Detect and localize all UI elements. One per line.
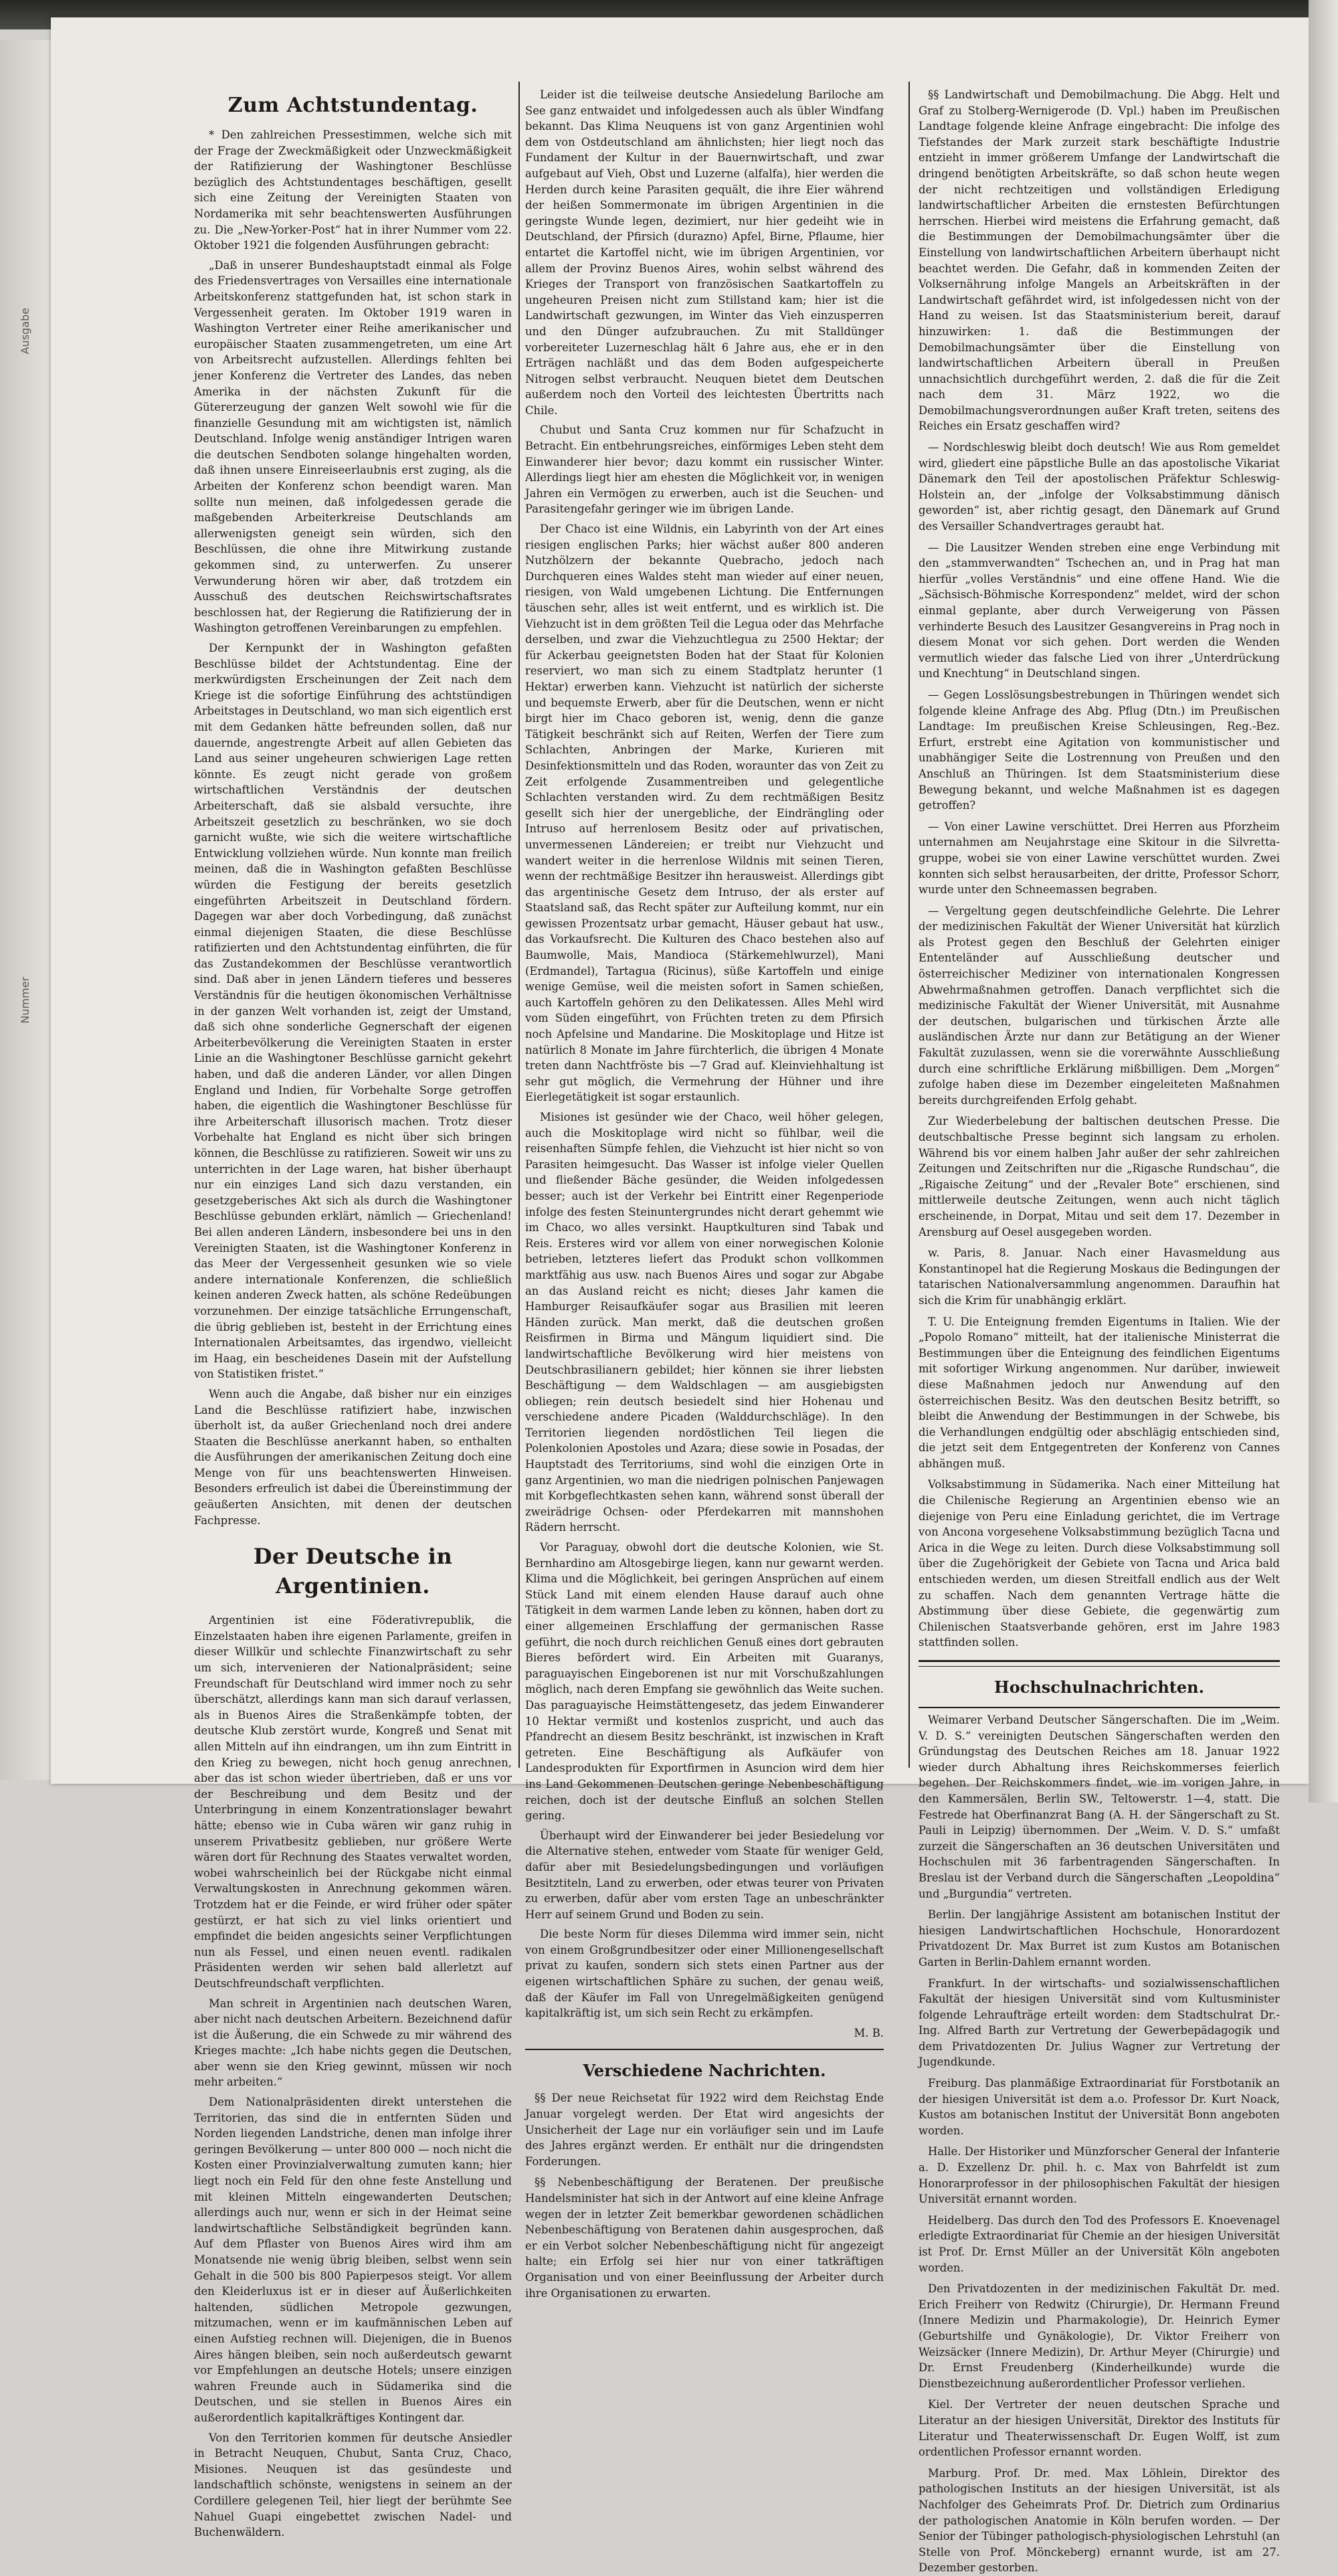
column-middle bbox=[525, 87, 884, 2300]
news-item: §§ Nebenbeschäftigung der Beratenen. Der preußische Handelsminister hat sich in der Antwort auf eine kleine Anfrage wegen der in letzter Zeit bemerkbar gewordenen schädlichen Nebenbeschäftigung von Beratenen dahin ausgesprochen, daß er ein Verbot solcher Nebenbeschäftigung nicht für angezeigt halte; ein Erfolg sei hier nur von einer tatkräftigen Organisation und von einer Beeinflussung der Arbeiter durch ihre Organisationen zu erwarten. bbox=[525, 2176, 884, 2300]
section-headline: Verschiedene Nachrichten. bbox=[583, 2061, 826, 2081]
article-paragraph: Misiones ist gesünder wie der Chaco, weil höher gelegen, auch die Moskitoplage wird nicht so fühlbar, weil die reisenhaften Sümpfe fehlen, die Viehzucht ist hier nicht so von Parasiten heimgesucht. Das Wasser ist infolge vieler Quellen und fließender Bäche gesünder, die Weiden infolgedessen besser; auch ist der Verkehr bei Eintritt einer Regenperiode infolge des festen Steinuntergrundes nicht derart gehemmt wie im Chaco, wo alles versinkt. Hauptkulturen sind Tabak und Reis. Ersteres wird vor allem von einer norwegischen Kolonie betrieben, letzteres liefert das Produkt schon vollkommen marktfähig aus usw. nach Buenos Aires und sogar zur Abgabe an das Ausland reicht es nicht; dieses Jahr kamen die Hamburger Reisaufkäufer sogar aus Brasilien mit leeren Händen zurück. Man merkt, daß die deutschen großen Reisfirmen in Birma und Mängum liquidiert sind. Die landwirtschaftliche Bevölkerung wird hier meistens von Deutschbrasilianern gebildet; hier können sie ihrer liebsten Beschäftigung — dem Waldschlagen — am ausgiebigsten obliegen; rein deutsch besiedelt sind hier Hohenau und verschiedene andere Picaden (Walddurchschläge). In den Territorien liegenden nordöstlichen Teil liegen die Polenkolonien Apostoles und Azara; diese sowie in Posadas, der Hauptstadt des Territoriums, sind wohl die einzigen Orte in ganz Argentinien, wo man die niedrigen polnischen Panjewagen mit Korbgeflechtkasten sehen kann, während sonst überall der zweirädrige Ochsen- oder Pferdekarren mit mannshohen Rädern herrscht. bbox=[525, 1111, 884, 1534]
news-item: Volksabstimmung in Südamerika. Nach einer Mitteilung hat die Chilenische Regierung an Argentinien ebenso wie an diejenige von Peru eine Einladung gerichtet, die im Vertrage von Ancona vorgesehene Volksabstimmung bezüglich Tacna und Arica in die Wege zu leiten. Durch diese Volksabstimmung soll über die Zugehörigkeit der Gebiete von Tacna und Arica bald entschieden werden, um diesen Streitfall endlich aus der Welt zu schaffen. Nach dem genannten Vertrage hätte die Abstimmung über diese Gebiete, die gegenwärtig zum Chilenischen Staatsverbande gehören, erst im Jahre 1983 stattfinden sollen. bbox=[919, 1478, 1280, 1649]
article-paragraph: Vor Paraguay, obwohl dort die deutsche Kolonien, wie St. Bernhardino am Altosgebirge liegen, kann nur gewarnt werden. Klima und die Möglichkeit, bei geringen Ansprüchen auf einem Stück Land mit einem elenden Hause darauf auch ohne Tätigkeit in dem warmen Lande leben zu können, haben dort zu einer allgemeinen Erschlaffung der germanischen Rasse geführt, die noch durch reichlichen Genuß eines dort gebrauten Bieres befördert wird. Ein Arbeiten mit Guaranys, paraguayischen Eingeborenen ist nur mit Vorschußzahlungen möglich, nach deren Empfang sie gewöhnlich das Weite suchen. Das paraguayische Heimstättengesetz, das jedem Einwanderer 10 Hektar vermißt und kostenlos zuspricht, und auch das Pfandrecht an diesem Besitz beschränkt, ist inzwischen in Kraft getreten. Eine Beschäftigung als Aufkäufer von Landesprodukten für Exportfirmen in Asuncion wird dem hier ins Land Gekommenen Deutschen geringe Nebenbeschäftigung reichen, doch ist der deutsche Einfluß an solchen Stellen gering. bbox=[525, 1541, 884, 1823]
news-item: Zur Wiederbelebung der baltischen deutschen Presse. Die deutschbaltische Presse beginnt sich langsam zu erholen. Während bis vor einem halben Jahr außer der sehr zahlreichen Zeitungen und Zeitschriften nur die „Rigasche Rundschau“, die „Rigaische Zeitung“ und der „Revaler Bote“ erschienen, sind mittlerweile deutsche Zeitungen, wenn auch nicht täglich erscheinende, in Dorpat, Mitau und seit dem 17. Dezember in Arensburg auf Oesel ausgegeben worden. bbox=[919, 1115, 1280, 1238]
author-signature: M. B. bbox=[854, 2026, 884, 2039]
section-headline: Hochschulnachrichten. bbox=[994, 1677, 1204, 1697]
column-right bbox=[919, 87, 1280, 2575]
article-paragraph: Dem Nationalpräsidenten direkt unterstehen die Territorien, das sind die in entfernten Süden und Norden liegenden Landstriche, denen man infolge ihrer geringen Bevölkerung — unter 800 000 — noch nicht die Kosten einer Provinzialverwaltung zumuten kann; hier liegt noch ein Feld für den ohne feste Anstellung und mit kleinen Mitteln eingewanderten Deutschen; allerdings auch nur, wenn er sich in der Heimat seine landwirtschaftliche Selbständigkeit begründen kann. Auf dem Pflaster von Buenos Aires wird ihm am Monatsende nie wenig übrig bleiben, selbst wenn sein Gehalt in die 500 bis 800 Papierpesos steigt. Vor allem den Kleiderluxus ist er in dieser auf Äußerlichkeiten haltenden, südlichen Metropole gezwungen, mitzumachen, wenn er im kaufmännischen Leben auf einen Aufstieg rechnen will. Diejenigen, die in Buenos Aires hängen bleiben, sein noch außerdeutsch gewarnt vor Empfehlungen an deutsche Hotels; unsere einzigen wahren Freunde auch in Südamerika sind die Deutschen, und sie stellen in Buenos Aires ein außerordentlich kapitalkräftiges Kontingent dar. bbox=[194, 2096, 512, 2424]
section-divider bbox=[919, 1707, 1280, 1708]
margin-label: Nummer bbox=[19, 977, 31, 1024]
news-item: — Vergeltung gegen deutschfeindliche Gelehrte. Die Lehrer der medizinischen Fakultät der Wiener Universität hat kürzlich als Protest gegen den Beschluß der Gelehrten einiger Ententeländer auf Ausschließung deutscher und österreichischer Mediziner von internationalen Kongressen Abwehrmaßnahmen getroffen. Danach verpflichtet sich die medizinische Fakultät der Wiener Universität, mit Ausnahme der deutschen, bulgarischen und türkischen Ärzte alle ausländischen Ärzte nur dann zur Betätigung an der Wiener Fakultät zuzulassen, wenn sie die vorerwähnte Ausschließung durch eine schriftliche Erklärung mißbilligen. Dem „Morgen“ zufolge haben diese im Dezember eingeleiteten Maßnahmen bereits durchgreifenden Erfolg gehabt. bbox=[919, 904, 1280, 1107]
news-item: — Gegen Losslösungsbestrebungen in Thüringen wendet sich folgende kleine Anfrage des Abg. Pflug (Dtn.) im Preußischen Landtage: Im preußischen Kreise Schleusingen, Reg.-Bez. Erfurt, erstrebt eine Agitation von kommunistischer und unabhängiger Seite die Lostrennung von Preußen und den Anschluß an Thüringen. Ist dem Staatsministerium diese Bewegung bekannt, und welche Maßnahmen ist es dagegen getroffen? bbox=[919, 688, 1280, 812]
column-rule bbox=[909, 82, 910, 1768]
article-paragraph: „Daß in unserer Bundeshauptstadt einmal als Folge des Friedensvertrages von Versailles eine internationale Arbeitskonferenz stattgefunden hat, ist schon stark in Vergessenheit geraten. Im Oktober 1919 waren in Washington Vertreter einer Reihe amerikanischer und europäischer Staaten zusammengetreten, um eine Art von Arbeitsrecht aufzustellen. Allerdings fehlten bei jener Konferenz die Vertreter des Landes, das neben Amerika in der nächsten Zukunft für die Gütererzeugung der ganzen Welt sowohl wie für die finanzielle Gesundung mit am wichtigsten ist, nämlich Deutschland. Infolge wenig anständiger Intrigen waren die deutschen Sendboten solange hingehalten worden, daß ihnen unsere Einreiseerlaubnis erst zuging, als die Arbeiten der Konferenz schon beendigt waren. Man sollte nun meinen, daß infolgedessen gerade die maßgebenden Arbeiterkreise Deutschlands am allerwenigsten geneigt sein würden, sich den Beschlüssen, die ohne ihre Mitwirkung zustande gekommen sind, zu unterwerfen. Zu unserer Verwunderung hören wir aber, daß trotzdem ein Ausschuß des deutschen Reichswirtschaftsrates beschlossen hat, der Regierung die Ratifizierung der in Washington getroffenen Vereinbarungen zu empfehlen. bbox=[194, 258, 512, 635]
news-item: w. Paris, 8. Januar. Nach einer Havasmeldung aus Konstantinopel hat die Regierung Moskaus die Bedingungen der tatarischen Nationalversammlung angenommen. Daraufhin hat sich die Krim für unabhängig erklärt. bbox=[919, 1247, 1280, 1307]
section-divider bbox=[919, 1660, 1280, 1667]
news-item: Kiel. Der Vertreter der neuen deutschen Sprache und Literatur an der hiesigen Universität, Direktor des Instituts für Literatur und Theaterwissenschaft Dr. Eugen Wolff, ist zum ordentlichen Professor ernannt worden. bbox=[919, 2398, 1280, 2459]
news-item: — Von einer Lawine verschüttet. Drei Herren aus Pforzheim unternahmen am Neujahrstage eine Skitour in die Silvretta-gruppe, wobei sie von einer Lawine verschüttet wurden. Zwei konnten sich selbst herausarbeiten, der dritte, Professor Schorr, wurde unter den Schneemassen begraben. bbox=[919, 820, 1280, 897]
article-paragraph: Chubut und Santa Cruz kommen nur für Schafzucht in Betracht. Ein entbehrungsreiches, einförmiges Leben steht dem Einwanderer hier bevor; dazu kommt ein russischer Winter. Allerdings liegt hier am ehesten die Möglichkeit vor, in wenigen Jahren ein Vermögen zu erwerben, auch ist die Seuchen- und Parasitengefahr geringer wie im übrigen Lande. bbox=[525, 424, 884, 516]
article-paragraph: Überhaupt wird der Einwanderer bei jeder Besiedelung vor die Alternative stehen, entweder vom Staate für weniger Geld, dafür aber mit Besiedelungsbedingungen und vorläufigen Besitztiteln, Land zu erwerben, oder etwas teurer von Privaten zu erwerben, dafür aber vom ersten Tage an unbeschränkter Herr auf seinem Grund und Boden zu sein. bbox=[525, 1829, 884, 1921]
news-item: Heidelberg. Das durch den Tod des Professors E. Knoevenagel erledigte Extraordinariat für Chemie an der hiesigen Universität ist Prof. Dr. Ernst Müller an der Universität Köln angeboten worden. bbox=[919, 2213, 1280, 2274]
article-paragraph: Argentinien ist eine Föderativrepublik, die Einzelstaaten haben ihre eigenen Parlamente, greifen in dieser Willkür und schlechte Finanzwirtschaft zu sehr um sich, intervenieren der Nationalpräsident; seine Freundschaft für Deutschland wird immer noch zu sehr überschätzt, allerdings kann man sich darauf verlassen, als in Buenos Aires die Straßenkämpfe tobten, der deutsche Klub zerstört wurde, Kongreß und Senat mit allen Mitteln auf ihn eindrangen, um ihn zum Eintritt in den Krieg zu bewegen, nicht hoch genug anrechnen, aber das ist schon wieder übertrieben, daß er uns vor der Beschreibung und dem Besitz und der Unterbringung in einem Konzentrationslager bewahrt hätte; ebenso wie in Cuba wären wir ganz ruhig in unserem Privatbesitz geblieben, nur größere Werte wären dort für Rechnung des Staates verwaltet worden, wobei wahrscheinlich bei der Rückgabe nicht einmal Verwaltungskosten in Anrechnung gekommen wären. Trotzdem hat er die Feinde, er wird früher oder später gestürzt, er hat sich zu viel links orientiert und empfindet die beiden angesichts seiner Verpflichtungen nun als Fessel, und einen neuen eventl. radikalen Präsidenten werden wir sehen bald allerletzt auf Deutschfreundschaft verpflichten. bbox=[194, 1614, 512, 1990]
article-headline: Zum Achtstundentag. bbox=[227, 94, 478, 117]
section-divider bbox=[525, 2049, 884, 2050]
news-item: §§ Der neue Reichsetat für 1922 wird dem Reichstag Ende Januar vorgelegt werden. Der Etat wird angesichts der Unsicherheit der Lage nur ein vorläufiger sein und im Laufe des Jahres ergänzt werden. Er enthält nur die dringendsten Forderungen. bbox=[525, 2092, 884, 2168]
article-paragraph: Der Chaco ist eine Wildnis, ein Labyrinth von der Art eines riesigen englischen Parks; hier wächst außer 800 anderen Nutzhölzern der bekannte Quebracho, jedoch nach Durchqueren eines Waldes steht man wieder auf einer neuen, riesigen, von Wald umgebenen Lichtung. Die Entfernungen täuschen sehr, alles ist weit entfernt, und es wirklich ist. Die Viehzucht ist in dem größten Teil die Legua oder das Mehrfache derselben, und zwar die Viehzuchtlegua zu 2500 Hektar; der für Ackerbau geeignetsten Boden hat der Staat für Kolonien reserviert, wo man sich zu einem Stadtplatz herunter (1 Hektar) erwerben kann. Viehzucht ist natürlich der sicherste und bequemste Erwerb, aber für die Deutschen, wenn er nicht birgt hier im Chaco geboren ist, wenig, denn die ganze Tätigkeit beschränkt sich auf Reiten, Werfen der Tiere zum Schlachten, Anbringen der Marke, Kurieren mit Desinfektionsmitteln und das Roden, woraunter das von Zeit zu Zeit erfolgende Zusammentreiben und gelegentliche Schlachten verstanden wird. Zu dem rechtmäßigen Besitz gesellt sich hier der unergebliche, der Eindrängling oder Intruso auf herrenlosem Besitz oder auf privatischen, unvermessenen Ländereien; er treibt nur Viehzucht und wandert weiter in die herrenlose Wildnis mit seinen Tieren, wenn der rechtmäßige Besitzer ihn herausweist. Allerdings gibt das argentinische Gesetz dem Intruso, der als erster auf Staatsland saß, das Recht später zur Aufteilung kommt, nur ein gewissen Prozentsatz urbar gemacht, Häuser gebaut hat usw., das Vorkaufsrecht. Die Kulturen des Chaco bestehen also auf Baumwolle, Mais, Mandioca (Stärkemehlwurzel), Mani (Erdmandel), Tartagua (Ricinus), süße Kartoffeln und einige wenige Gemüse, weil die meisten sofort in Samen schießen, auch Kartoffeln gehören zu den Delikatessen. Alles Mehl wird vom Süden eingeführt, von Früchten treten zu dem Pfirsich noch Apfelsine und Mandarine. Die Moskitoplage und Hitze ist natürlich 8 Monate im Jahre fürchterlich, die übrigen 4 Monate treten dann Nachtfröste bis —7 Grad auf. Kleinviehhaltung ist sehr gut möglich, die Vermehrung der Hühner und ihre Eierlegetätigkeit ist sogar erstaunlich. bbox=[525, 523, 884, 1104]
news-item: Berlin. Der langjährige Assistent am botanischen Institut der hiesigen Landwirtschaftlichen Hochschule, Honorardozent Privatdozent Dr. Max Burret ist zum Kustos am Botanischen Garten in Berlin-Dahlem ernannt worden. bbox=[919, 1908, 1280, 1968]
news-item: Den Privatdozenten in der medizinischen Fakultät Dr. med. Erich Freiherr von Redwitz (Chirurgie), Dr. Hermann Freund (Innere Medizin und Pharmakologie), Dr. Heinrich Eymer (Geburtshilfe und Gynäkologie), Dr. Viktor Freiherr von Weizsäcker (Innere Medizin), Dr. Arthur Meyer (Chirurgie) und Dr. Ernst Freudenberg (Kinderheilkunde) wurde die Dienstbezeichnung außerordentlicher Professor verliehen. bbox=[919, 2282, 1280, 2390]
news-item: §§ Landwirtschaft und Demobilmachung. Die Abgg. Helt und Graf zu Stolberg-Wernigerode (D. Vpl.) haben im Preußischen Landtage folgende kleine Anfrage eingebracht: Die infolge des Tiefstandes der Mark zurzeit stark beschäftigte Industrie entzieht in immer größerem Umfange der Landwirtschaft die dringend benötigten Arbeitskräfte, so daß schon heute wegen der nicht rechtzeitigen und vollständigen Erledigung landwirtschaftlicher Arbeiten die ernstesten Befürchtungen herrschen. Hierbei wird meistens die Erfahrung gemacht, daß die Bestimmungen der Demobilmachungsämter über die Einstellung von landwirtschaftlichen Arbeitern überhaupt nicht beachtet werden. Die Gefahr, daß in kommenden Zeiten der Volksernährung infolge Mangels an Arbeitskräften in der Landwirtschaft gefährdet wird, ist infolgedessen nicht von der Hand zu weisen. Ist das Staatsministerium bereit, darauf hinzuwirken: 1. daß die Bestimmungen der Demobilmachungsämter über die Einstellung von landwirtschaftlichen Arbeitern überall in Preußen unnachsichtlich durchgeführt werden, 2. daß die für die Zeit nach dem 31. März 1922, wo die Demobilmachungsverordnungen außer Kraft treten, seitens des Reiches ein Ersatz geschaffen wird? bbox=[919, 88, 1280, 433]
article-paragraph: * Den zahlreichen Pressestimmen, welche sich mit der Frage der Zweckmäßigkeit oder Unzweckmäßigkeit der Ratifizierung der Washingtoner Beschlüsse bezüglich des Achtstundentages beschäftigen, gesellt sich eine Zeitung der Vereinigten Staaten von Nordamerika mit sehr beachtenswerten Ausführungen zu. Die „New-Yorker-Post“ hat in ihrer Nummer vom 22. Oktober 1921 die folgenden Ausführungen gebracht: bbox=[194, 128, 512, 252]
article-paragraph: Wenn auch die Angabe, daß bisher nur ein einziges Land die Beschlüsse ratifiziert habe, inzwischen überholt ist, da außer Griechenland noch drei andere Staaten die Beschlüsse anerkannt haben, so enthalten die Ausführungen der amerikanischen Zeitung doch eine Menge von für uns beachtenswerten Hinweisen. Besonders erfreulich ist dabei die Übereinstimmung der geäußerten Ansichten, mit denen der deutschen Fachpresse. bbox=[194, 1387, 512, 1527]
article-paragraph: Die beste Norm für dieses Dilemma wird immer sein, nicht von einem Großgrundbesitzer oder einer Millionengesellschaft privat zu kaufen, sondern sich stets einen Partner aus der eigenen wirtschaftlichen Sphäre zu suchen, der genau weiß, daß der Käufer im Fall von Unregelmäßigkeiten genügend kapitalkräftig ist, um sich sein Recht zu erkämpfen. bbox=[525, 1928, 884, 2020]
next-page-edge bbox=[1309, 0, 1338, 1803]
news-item: Freiburg. Das planmäßige Extraordinariat für Forstbotanik an der hiesigen Universität ist dem a.o. Professor Dr. Kurt Noack, Kustos am botanischen Institut der Universität Bonn angeboten worden. bbox=[919, 2077, 1280, 2137]
column-rule bbox=[518, 82, 520, 1768]
column-left bbox=[194, 87, 512, 2539]
news-item: Marburg. Prof. Dr. med. Max Löhlein, Direktor des pathologischen Instituts an der hiesigen Universität, ist als Nachfolger des Geheimrats Prof. Dr. Dietrich zum Ordinarius der pathologischen Anatomie in Köln berufen worden. — Der Senior der Tübinger pathologisch-physiologischen Lehrstuhl (an Stelle von Prof. Mönckeberg) ernannt wurde, ist am 27. Dezember gestorben. bbox=[919, 2466, 1280, 2575]
news-item: Frankfurt. In der wirtschafts- und sozialwissenschaftlichen Fakultät der hiesigen Universität sind vom Kultusminister folgende Lehraufträge erteilt worden: dem Stadtschulrat Dr.-Ing. Alfred Barth zur Vertretung der Gewerbepädagogik und dem Privatdozenten Dr. Julius Wagner zur Vertretung der Jugendkunde. bbox=[919, 1976, 1280, 2069]
article-paragraph: Der Kernpunkt der in Washington gefaßten Beschlüsse bildet der Achtstundentag. Eine der merkwürdigsten Erscheinungen der Zeit nach dem Kriege ist die sofortige Einführung des achtstündigen Arbeitstages in Deutschland, wo man sich eigentlich erst mit dem Gedanken hätte befreunden sollen, daß nur dauernde, angestrengte Arbeit auf allen Gebieten das Land aus seiner ungeheuren schwierigen Lage retten könnte. Es zeugt nicht gerade von großem wirtschaftlichen Verständnis der deutschen Arbeiterschaft, daß sie alsbald versuchte, ihre Arbeitszeit gesetzlich zu beschränken, wo sie doch garnicht wußte, wie sich die weitere wirtschaftliche Entwicklung vollziehen würde. Nun konnte man freilich meinen, daß die in Washington gefaßten Beschlüsse würden die Festigung der bereits gesetzlich eingeführten Arbeitszeit in Deutschland fördern. Dagegen war aber doch Vorbedingung, daß zunächst einmal diejenigen Staaten, die diese Beschlüsse ratifizierten und den Achtstundentag einführten, die für das Zustandekommen der Beschlüsse verantwortlich sind. Daß aber in jenen Ländern tieferes und besseres Verständnis für die heutigen ökonomischen Verhältnisse in der ganzen Welt vorhanden ist, zeigt der Umstand, daß sich ohne sonderliche Gegnerschaft der eigenen Arbeiterbevölkerung die Vereinigten Staaten in erster Linie an die Washingtoner Beschlüsse garnicht gekehrt haben, und daß die anderen Länder, vor allen Dingen England und Indien, für Vorbehalte Sorge getroffen haben, die eigentlich die Washingtoner Beschlüsse für ihre Arbeiterschaft illusorisch machen. Trotz dieser Vorbehalte hat England es nicht über sich bringen können, die Beschlüsse zu ratifizieren. Soweit wir uns zu unterrichten in der Lage waren, hat bisher überhaupt nur ein einziges Land sich dazu verstanden, ein gesetzgeberisches Akt sich als durch die Washingtoner Beschlüsse gebunden erklärt, nämlich — Griechenland! Bei allen anderen Ländern, insbesondere bei uns in den Vereinigten Staaten, ist die Washingtoner Konferenz in das Meer der Vergessenheit gesunken wie so viele andere internationale Konferenzen, die schließlich keinen anderen Zweck hatten, als schöne Redeübungen vorzunehmen. Der einzige tatsächliche Errungenschaft, die übrig geblieben ist, besteht in der Errichtung eines Internationalen Arbeitsamtes, das irgendwo, vielleicht im Haag, ein bescheidenes Dasein mit der Aufstellung von Statistiken fristet.“ bbox=[194, 642, 512, 1381]
article-paragraph: Leider ist die teilweise deutsche Ansiedelung Bariloche am See ganz entwaidet und infolgedessen auch als übler Windfang bekannt. Das Klima Neuquens ist von ganz Argentinien wohl dem von Ostdeutschland am ähnlichsten; hier liegt noch das Fundament der Kultur in der Bauernwirtschaft, und zwar aufgebaut auf Vieh, Obst und Luzerne (alfalfa), hier werden die Herden durch keine Parasiten gequält, die ihre Eier während der heißen Sommermonate im übrigen Argentinien in die geringste Wunde legen, dezimiert, nur hier gedeiht wie in Deutschland, der Pfirsich (durazno) Apfel, Birne, Pflaume, hier entartet die Kartoffel nicht, wie im übrigen Argentinien, vor allem der Provinz Buenos Aires, wohin selbst während des Krieges der Transport von französischen Saatkartoffeln zu ungeheuren Preisen nicht zum Stillstand kam; hier ist die Landwirtschaft gezwungen, im Winter das Vieh einzusperren und den Dünger aufzubrauchen. Zu mit Stalldünger vorbereiteter Luzerneschlag hält 6 Jahre aus, ehe er in den Erträgen nachläßt und das dem Boden aufgespeicherte Nitrogen selbst verbraucht. Neuquen bietet dem Deutschen außerdem noch den Vorteil des leichtesten Übertritts nach Chile. bbox=[525, 88, 884, 417]
article-headline: Der Deutsche in Argentinien. bbox=[253, 1544, 453, 1599]
news-item: T. U. Die Enteignung fremden Eigentums in Italien. Wie der „Popolo Romano“ mitteilt, hat der italienische Ministerrat die Bestimmungen über die Enteignung des feindlichen Eigentums mit sofortiger Wirkung angenommen. Nur darüber, inwieweit diese Maßnahmen jedoch nur Anwendung auf den österreichischen Besitz. Was den deutschen Besitz betrifft, so bleibt die Anwendung der Bestimmungen in der Schwebe, bis die Verhandlungen endgültig oder abschlägig entschieden sind, die jetzt seit dem Entgegentreten der Konferenz von Cannes abhängen muß. bbox=[919, 1315, 1280, 1470]
binding-margin bbox=[0, 40, 51, 1780]
article-paragraph: Von den Territorien kommen für deutsche Ansiedler in Betracht Neuquen, Chubut, Santa Cruz, Chaco, Misiones. Neuquen ist das gesündeste und landschaftlich schönste, wenigstens in seinem an der Cordillere gelegenen Teil, hier liegt der berühmte See Nahuel Guapi eingebettet zwischen Nadel- und Buchenwäldern. bbox=[194, 2431, 512, 2539]
news-item: Weimarer Verband Deutscher Sängerschaften. Die im „Weim. V. D. S.“ vereinigten Deutschen Sängerschaften werden den Gründungstag des Deutschen Reiches am 18. Januar 1922 wieder durch Abhaltung ihres Reichskommerses feierlich begehen. Der Reichskommers findet, wie im vorigen Jahre, in den Kammersälen, Berlin SW., Teltowerstr. 1—4, statt. Die Festrede hat Oberfinanzrat Bang (A. H. der Sängerschaft zu St. Pauli in Leipzig) übernommen. Der „Weim. V. D. S.“ umfaßt zurzeit die Sängerschaften an 36 deutschen Universitäten und Hochschulen mit 36 farbentragenden Sängerschaften. In Breslau ist der Verband durch die Sängerschaften „Leopoldina“ und „Burgundia“ vertreten. bbox=[919, 1714, 1280, 1900]
news-item: — Nordschleswig bleibt doch deutsch! Wie aus Rom gemeldet wird, gliedert eine päpstliche Bulle an das apostolische Vikariat Dänemark den Teil der apostolischen Präfektur Schleswig-Holstein an, der „infolge der Volksabstimmung dänisch geworden“ ist, aber richtig gesagt, den Dänemark auf Grund des Versailler Schandvertrages geraubt hat. bbox=[919, 441, 1280, 533]
news-item: Halle. Der Historiker und Münzforscher General der Infanterie a. D. Exzellenz Dr. phil. h. c. Max von Bahrfeldt ist zum Honorarprofessor in der philosophischen Fakultät der hiesigen Universität ernannt worden. bbox=[919, 2145, 1280, 2206]
article-paragraph: Man schreit in Argentinien nach deutschen Waren, aber nicht nach deutschen Arbeitern. Bezeichnend dafür ist die Äußerung, die ein Schwede zu mir während des Krieges machte: „Ich habe nichts gegen die Deutschen, aber wenn sie den Krieg gewinnt, müssen wir noch mehr arbeiten.“ bbox=[194, 1997, 512, 2089]
margin-label: Ausgabe bbox=[19, 308, 31, 355]
news-item: — Die Lausitzer Wenden streben eine enge Verbindung mit den „stammverwandten“ Tschechen an, und in Prag hat man hierfür „volles Verständnis“ und eine offene Hand. Wie die „Sächsisch-Böhmische Korrespondenz“ meldet, wird der schon einmal geplante, aber durch Verweigerung von Pässen verhinderte Besuch des Lausitzer Gesangvereins in Prag noch in diesem Monat vor sich gehen. Dort werden die Wenden vermutlich wieder das falsche Lied von ihrer „Unterdrückung und Knechtung“ in Deutschland singen. bbox=[919, 541, 1280, 680]
